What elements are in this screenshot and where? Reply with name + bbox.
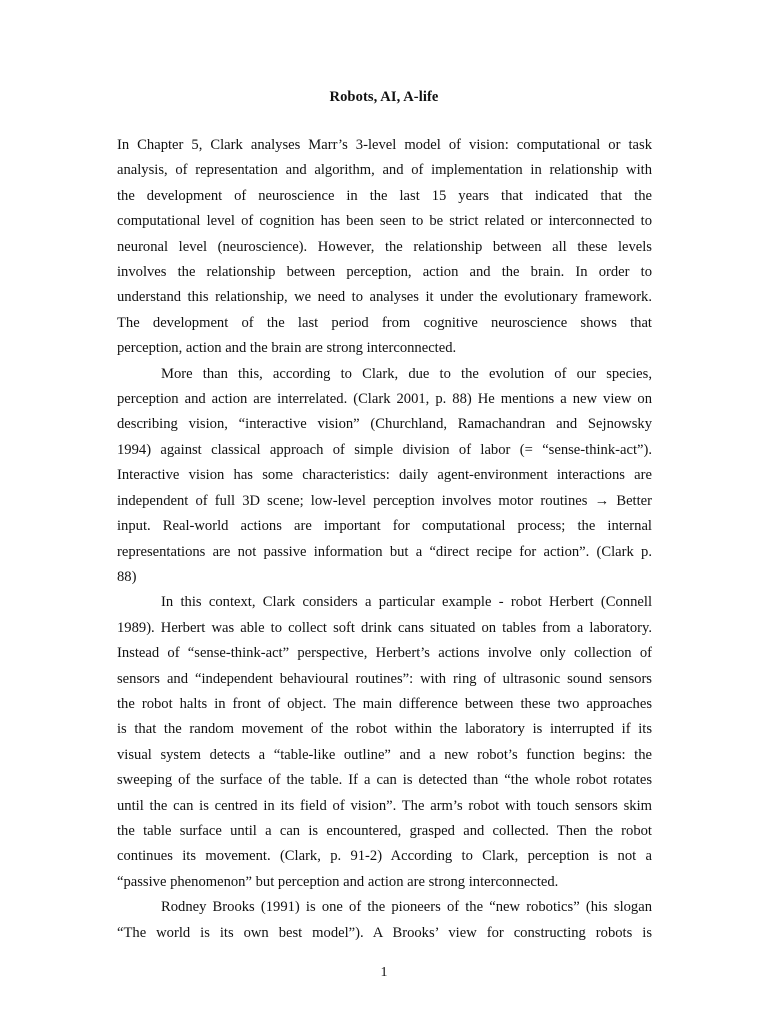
- text-line: 1989). Herbert was able to collect soft drink cans situated on tables from a laboratory.: [117, 619, 652, 636]
- text-line: until the can is centred in its field of vision”. The arm’s robot with touch sensors skim: [117, 797, 652, 814]
- page-title: Robots, AI, A-life: [329, 89, 439, 105]
- page-number: 1: [380, 965, 388, 980]
- text-line: analysis, of representation and algorithm, and of implementation in relationship with: [117, 162, 652, 179]
- text-line: “passive phenomenon” but perception and action are strong interconnected.: [117, 873, 559, 890]
- text-line: understand this relationship, we need to analyses it under the evolutionary framework.: [117, 289, 652, 306]
- text-line: Interactive vision has some characteristics: daily agent-environment interactions are: [117, 467, 652, 484]
- text-line: More than this, according to Clark, due to the evolution of our species,: [161, 365, 652, 382]
- text-line: Rodney Brooks (1991) is one of the pioneers of the “new robotics” (his slogan: [161, 899, 652, 916]
- text-line: Instead of “sense-think-act” perspective, Herbert’s actions involve only collection of: [117, 645, 652, 662]
- body-text: [117, 133, 652, 946]
- text-line: sensors and “independent behavioural routines”: with ring of ultrasonic sound sensors: [117, 670, 652, 687]
- text-line: In this context, Clark considers a particular example - robot Herbert (Connell: [161, 594, 652, 611]
- text-line: 88): [117, 568, 137, 585]
- text-line: independent of full 3D scene; low-level perception involves motor routines → Better: [117, 492, 652, 509]
- text-line: 1994) against classical approach of simple division of labor (= “sense-think-act”).: [117, 441, 652, 458]
- text-line: continues its movement. (Clark, p. 91-2) According to Clark, perception is not a: [117, 848, 652, 865]
- text-line: is that the random movement of the robot within the laboratory is interrupted if its: [117, 721, 652, 738]
- text-line: perception and action are interrelated. (Clark 2001, p. 88) He mentions a new view on: [117, 391, 652, 408]
- text-line: the table surface until a can is encountered, grasped and collected. Then the robot: [117, 822, 652, 839]
- text-line: representations are not passive information but a “direct recipe for action”. (Clark p.: [117, 543, 652, 560]
- text-line: “The world is its own best model”). A Brooks’ view for constructing robots is: [117, 924, 652, 941]
- text-line: In Chapter 5, Clark analyses Marr’s 3-level model of vision: computational or task: [117, 137, 652, 153]
- text-line: the development of neuroscience in the last 15 years that indicated that the: [117, 187, 652, 204]
- text-line: visual system detects a “table-like outline” and a new robot’s function begins: the: [117, 746, 652, 763]
- text-line: the robot halts in front of object. The main difference between these two approaches: [117, 695, 652, 712]
- text-line: input. Real-world actions are important for computational process; the internal: [117, 518, 652, 535]
- text-line: sweeping of the surface of the table. If a can is detected than “the whole robot rotates: [117, 772, 652, 789]
- text-line: describing vision, “interactive vision” (Churchland, Ramachandran and Sejnowsky: [117, 416, 652, 433]
- text-line: neuronal level (neuroscience). However, the relationship between all these levels: [117, 238, 652, 255]
- text-line: computational level of cognition has been seen to be strict related or interconnected to: [117, 213, 652, 230]
- text-line: The development of the last period from cognitive neuroscience shows that: [117, 314, 652, 331]
- text-line: involves the relationship between perception, action and the brain. In order to: [117, 264, 652, 281]
- text-line: perception, action and the brain are strong interconnected.: [117, 340, 457, 357]
